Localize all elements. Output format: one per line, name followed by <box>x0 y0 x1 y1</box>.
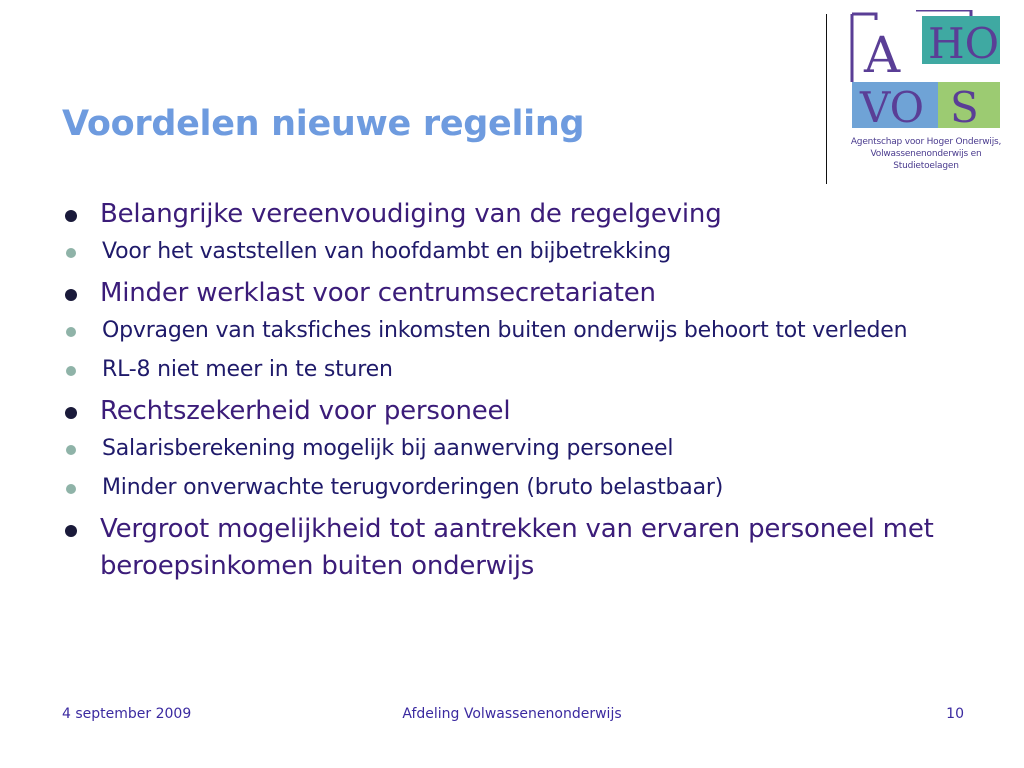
logo-frame-top-left <box>852 14 876 20</box>
sub-bullet-text: RL-8 niet meer in te sturen <box>102 357 393 382</box>
bullet-text: Vergroot mogelijkheid tot aantrekken van ervaren personeel met beroepsinkomen buiten onderwijs <box>100 514 934 581</box>
sub-bullet-item <box>62 315 972 347</box>
bullet-item <box>62 393 972 430</box>
logo-tagline-line: Agentschap voor Hoger Onderwijs, <box>850 137 1002 147</box>
bullet-item <box>62 196 972 233</box>
slide-title: Voordelen nieuwe regeling <box>62 104 585 144</box>
logo-letter-a: A <box>864 26 901 84</box>
logo-tagline-line: Volwassenenonderwijs en Studietoelagen <box>870 149 982 171</box>
bullet-text: Belangrijke vereenvoudiging van de regelgeving <box>100 199 722 229</box>
header-divider <box>826 14 827 184</box>
sub-bullet-text: Voor het vaststellen van hoofdambt en bijbetrekking <box>102 239 671 264</box>
bullet-item <box>62 275 972 312</box>
sub-bullet-list <box>62 315 972 386</box>
sub-bullet-item <box>62 236 972 268</box>
bullet-text: Minder werklast voor centrumsecretariaten <box>100 278 656 308</box>
sub-bullet-text: Opvragen van taksfiches inkomsten buiten onderwijs behoort tot verleden <box>102 318 908 343</box>
slide-number: 10 <box>946 706 964 722</box>
sub-bullet-dot <box>66 484 76 494</box>
sub-bullet-list <box>62 433 972 504</box>
sub-bullet-dot <box>66 445 76 455</box>
logo-tagline <box>846 136 1006 172</box>
sub-bullet-item <box>62 472 972 504</box>
sub-bullet-list <box>62 236 972 268</box>
bullet-dot <box>65 525 77 537</box>
sub-bullet-dot <box>66 366 76 376</box>
sub-bullet-dot <box>66 248 76 258</box>
sub-bullet-text: Salarisberekening mogelijk bij aanwerving personeel <box>102 436 674 461</box>
footer-date: 4 september 2009 <box>62 706 192 722</box>
bullet-dot <box>65 407 77 419</box>
sub-bullet-text: Minder onverwachte terugvorderingen (bruto belastbaar) <box>102 475 724 500</box>
bullet-dot <box>65 210 77 222</box>
bullet-dot <box>65 289 77 301</box>
bullet-text: Rechtszekerheid voor personeel <box>100 396 511 426</box>
sub-bullet-dot <box>66 327 76 337</box>
bullet-list <box>62 196 972 588</box>
logo-letter-ho: HO <box>928 19 1000 68</box>
logo-letter-s: S <box>950 83 979 132</box>
sub-bullet-item <box>62 354 972 386</box>
footer-department: Afdeling Volwassenenonderwijs <box>402 706 622 722</box>
logo-letter-vo: VO <box>860 83 925 132</box>
bullet-item <box>62 511 972 585</box>
sub-bullet-item <box>62 433 972 465</box>
